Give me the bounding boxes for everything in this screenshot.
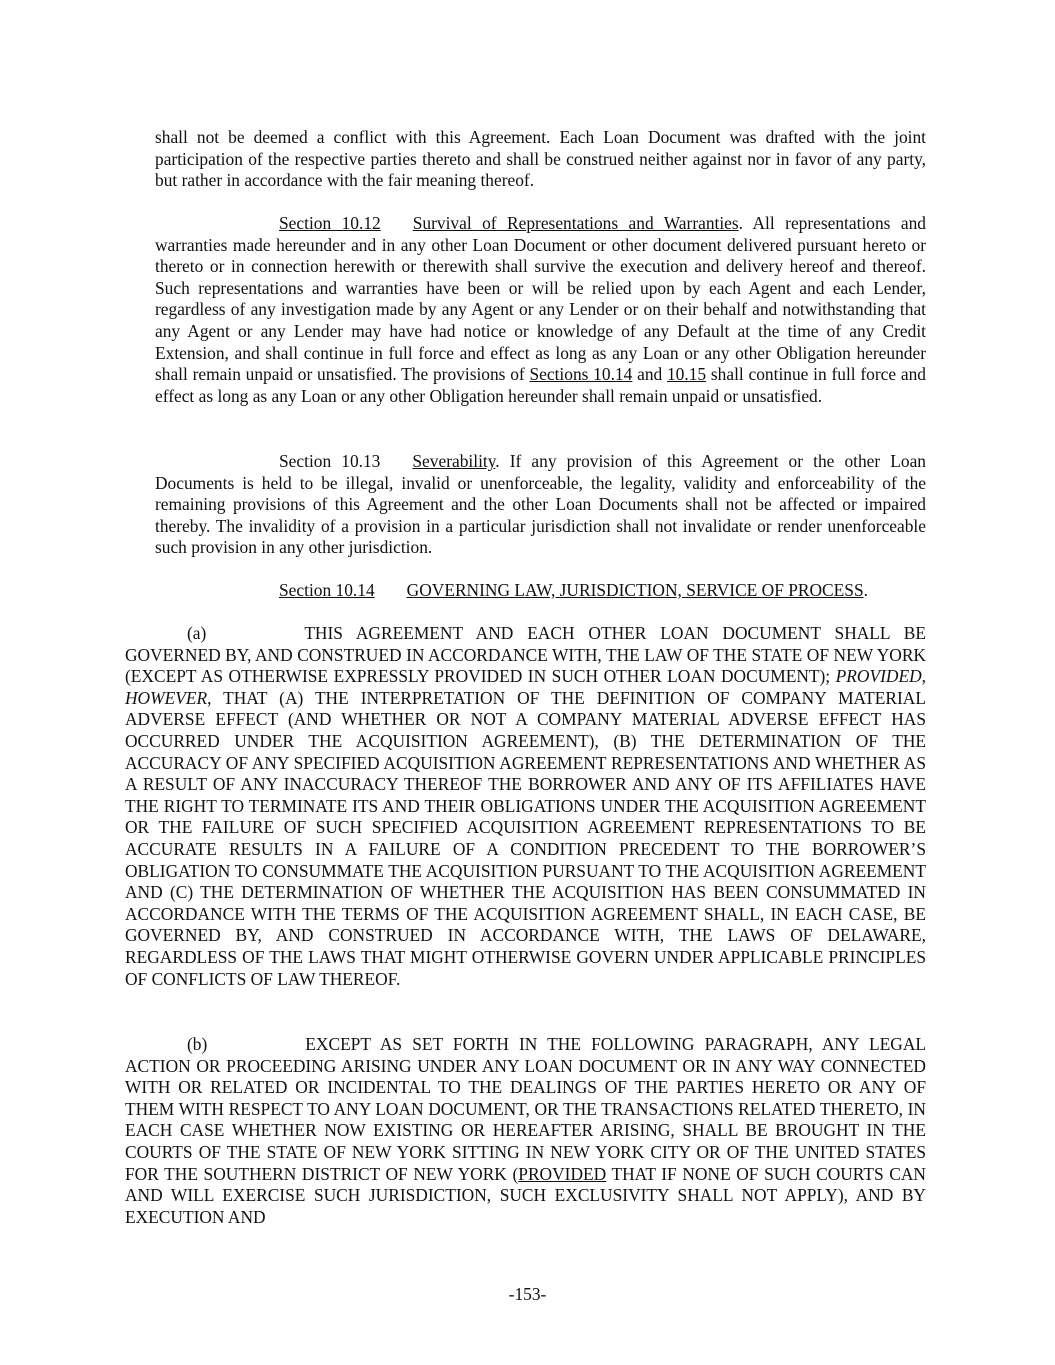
paragraph-a-text-2: , THAT (A) THE INTERPRETATION OF THE DEFINITION OF COMPANY MATERIAL ADVERSE EFFECT (AND WHETHER OR NOT A COMPANY MATERIAL ADVERSE EFFECT HAS OCCURRED UNDER THE ACQUISITION AGREEMENT), (B) THE DETERMINATION OF THE ACCURACY OF ANY SPECIFIED ACQUISITION AGREEMENT REPRESENTATIONS AND WHETHER AS A RESULT OF ANY INACCURACY THEREOF THE BORROWER AND ANY OF ITS AFFILIATES HAVE THE RIGHT TO TERMINATE ITS AND THEIR OBLIGATIONS UNDER THE ACQUISITION AGREEMENT OR THE FAILURE OF SUCH SPECIFIED ACQUISITION AGREEMENT REPRESENTATIONS TO BE ACCURATE RESULTS IN A FAILURE OF A CONDITION PRECEDENT TO THE BORROWER’S OBLIGATION TO CONSUMMATE THE ACQUISITION PURSUANT TO THE ACQUISITION AGREEMENT AND (C) THE DETERMINATION OF WHETHER THE ACQUISITION HAS BEEN CONSUMMATED IN ACCORDANCE WITH THE TERMS OF THE ACQUISITION AGREEMENT SHALL, IN EACH CASE, BE GOVERNED BY, AND CONSTRUED IN ACCORDANCE WITH, THE LAWS OF DELAWARE, REGARDLESS OF THE LAWS THAT MIGHT OTHERWISE GOVERN UNDER APPLICABLE PRINCIPLES OF CONFLICTS OF LAW THEREOF. [125,687,926,989]
paragraph-a [125,623,926,990]
section-10-14-number: Section 10.14 [279,580,375,600]
section-10-13 [155,451,926,559]
section-10-14-period: . [863,580,868,600]
paragraph-b-provided: PROVIDED [518,1163,607,1184]
section-10-14-title: GOVERNING LAW, JURISDICTION, SERVICE OF PROCESS [406,580,864,600]
section-10-13-title: Severability [412,451,496,471]
paragraph-a-label: (a) [187,623,207,643]
section-10-13-text: . If any provision of this Agreement or the other Loan Documents is held to be illegal, invalid or unenforceable, the legality, validity and enforceability of the remaining provisions of this Agreement and the other Loan Documents shall not be affected or impaired thereby. The invalidity of a provision in a particular jurisdiction shall not invalidate or render unenforceable such provision in any other jurisdiction. [155,451,927,558]
section-10-12-title: Survival of Representations and Warranties [412,213,739,233]
paragraph-a-provided: PROVIDED [835,666,922,687]
paragraph-b [125,1034,926,1228]
section-10-12-text-a: . All representations and warranties made hereunder and in any other Loan Document or other document delivered pursuant hereto or thereto or in connection herewith or therewith shall survive the execution and delivery hereof and thereof. Such representations and warranties have been or will be relied upon by each Agent and each Lender, regardless of any investigation made by any Agent or any Lender or on their behalf and notwithstanding that any Agent or any Lender may have had notice or knowledge of any Default at the time of any Credit Extension, and shall continue in full force and effect as long as any Loan or any other Obligation hereunder shall remain unpaid or unsatisfied. The provisions of [155,213,926,385]
page-number: -153- [508,1284,547,1304]
section-10-14-reference: Sections 10.14 [529,364,633,385]
paragraph-b-text-2: THAT IF NONE OF SUCH COURTS CAN AND WILL EXERCISE SUCH JURISDICTION, SUCH EXCLUSIVITY SHALL NOT APPLY), AND BY EXECUTION AND [125,1163,926,1227]
section-10-12-and: and [632,364,667,385]
continuation-text: shall not be deemed a conflict with this Agreement. Each Loan Document was drafted with the joint participation of the respective parties thereto and shall be construed neither against nor in favor of any party, but rather in accordance with the fair meaning thereof. [155,127,926,191]
paragraph-b-label: (b) [187,1034,208,1054]
section-10-12 [155,213,926,407]
paragraph-a-comma: , [921,666,926,687]
paragraph-a-however: HOWEVER [125,687,208,708]
section-10-12-number: Section 10.12 [279,213,381,233]
paragraph-a-text-1: THIS AGREEMENT AND EACH OTHER LOAN DOCUMENT SHALL BE GOVERNED BY, AND CONSTRUED IN ACCORDANCE WITH, THE LAW OF THE STATE OF NEW YORK (EXCEPT AS OTHERWISE EXPRESSLY PROVIDED IN SUCH OTHER LOAN DOCUMENT); [125,623,926,687]
section-10-15-reference: 10.15 [666,364,707,385]
section-10-12-text-b: shall continue in full force and effect as long as any Loan or any other Obligation hereunder shall remain unpaid or unsatisfied. [155,364,926,406]
section-10-13-number: Section 10.13 [279,451,381,471]
continuation-paragraph [155,127,926,192]
section-10-14-heading [155,580,926,602]
paragraph-b-text-1: EXCEPT AS SET FORTH IN THE FOLLOWING PARAGRAPH, ANY LEGAL ACTION OR PROCEEDING ARISING UNDER ANY LOAN DOCUMENT OR IN ANY WAY CONNECTED WITH OR RELATED OR INCIDENTAL TO THE DEALINGS OF THE PARTIES HERETO OR ANY OF THEM WITH RESPECT TO ANY LOAN DOCUMENT, OR THE TRANSACTIONS RELATED THERETO, IN EACH CASE WHETHER NOW EXISTING OR HEREAFTER ARISING, SHALL BE BROUGHT IN THE COURTS OF THE STATE OF NEW YORK SITTING IN NEW YORK CITY OR OF THE UNITED STATES FOR THE SOUTHERN DISTRICT OF NEW YORK ( [125,1034,926,1184]
